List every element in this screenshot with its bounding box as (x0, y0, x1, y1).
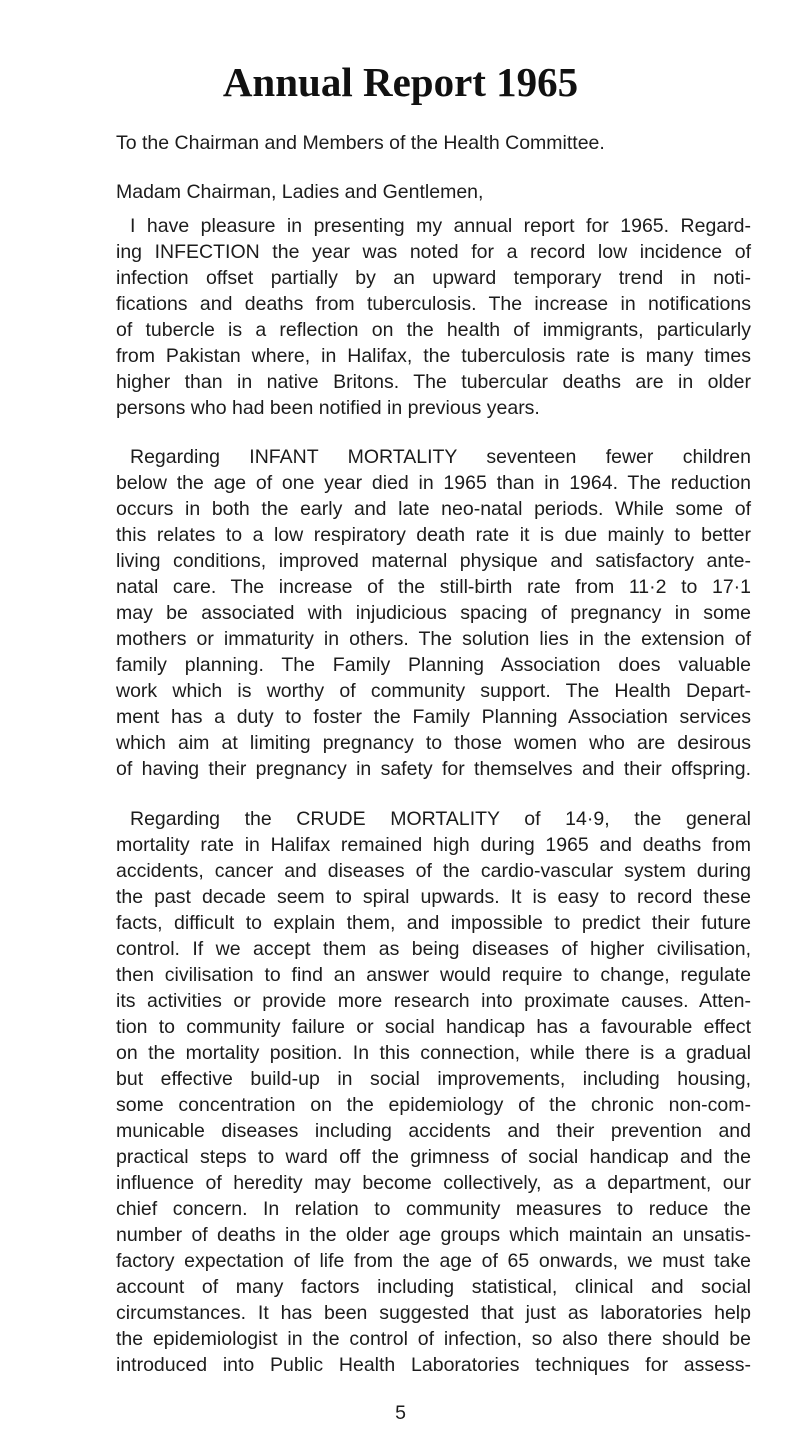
text-line: account of many factors including statistical, clinical and social (116, 1276, 751, 1298)
text-line: factory expectation of life from the age of 65 onwards, we must take (116, 1250, 751, 1272)
report-title: Annual Report 1965 (222, 59, 579, 105)
addressee-line: To the Chairman and Members of the Health Committee. (116, 132, 605, 154)
text-line: natal care. The increase of the still-birth rate from 11·2 to 17·1 (116, 576, 751, 598)
text-line: number of deaths in the older age groups which maintain an unsatis- (116, 1224, 751, 1246)
text-line: some concentration on the epidemiology of the chronic non-com- (116, 1094, 751, 1116)
text-line: of tubercle is a reflection on the health of immigrants, particularly (116, 319, 751, 341)
text-line: higher than in native Britons. The tubercular deaths are in older (116, 371, 751, 393)
text-line: below the age of one year died in 1965 than in 1964. The reduction (116, 472, 751, 494)
text-line: then civilisation to find an answer would require to change, regulate (116, 964, 751, 986)
text-line: persons who had been notified in previous years. (116, 397, 540, 419)
salutation-line: Madam Chairman, Ladies and Gentlemen, (116, 181, 484, 203)
text-line: family planning. The Family Planning Association does valuable (116, 654, 751, 676)
text-line: which aim at limiting pregnancy to those women who are desirous (116, 732, 751, 754)
text-line: Regarding the CRUDE MORTALITY of 14·9, the general (130, 808, 751, 830)
text-line: fications and deaths from tuberculosis. The increase in notifications (116, 293, 751, 315)
text-line: influence of heredity may become collectively, as a department, our (116, 1172, 751, 1194)
text-line: work which is worthy of community support. The Health Depart- (116, 680, 751, 702)
text-line: tion to community failure or social handicap has a favourable effect (116, 1016, 751, 1038)
text-line: municable diseases including accidents and their prevention and (116, 1120, 751, 1142)
text-line: may be associated with injudicious spacing of pregnancy in some (116, 602, 751, 624)
text-line: ing INFECTION the year was noted for a record low incidence of (116, 241, 751, 263)
text-line: facts, difficult to explain them, and impossible to predict their future (116, 912, 751, 934)
text-line: chief concern. In relation to community measures to reduce the (116, 1198, 751, 1220)
text-line: accidents, cancer and diseases of the cardio-vascular system during (116, 860, 751, 882)
text-line: of having their pregnancy in safety for themselves and their offspring. (116, 758, 751, 780)
text-line: this relates to a low respiratory death rate it is due mainly to better (116, 524, 751, 546)
text-line: introduced into Public Health Laboratories techniques for assess- (116, 1354, 751, 1376)
text-line: occurs in both the early and late neo-natal periods. While some of (116, 498, 751, 520)
text-line: practical steps to ward off the grimness of social handicap and the (116, 1146, 751, 1168)
text-line: infection offset partially by an upward temporary trend in noti- (116, 267, 751, 289)
text-line: control. If we accept them as being diseases of higher civilisation, (116, 938, 751, 960)
text-line: mothers or immaturity in others. The solution lies in the extension of (116, 628, 751, 650)
text-line: Regarding INFANT MORTALITY seventeen fewer children (130, 446, 751, 468)
text-line: the past decade seem to spiral upwards. It is easy to record these (116, 886, 751, 908)
text-line: the epidemiologist in the control of infection, so also there should be (116, 1328, 751, 1350)
text-line: living conditions, improved maternal physique and satisfactory ante- (116, 550, 751, 572)
text-line: but effective build-up in social improvements, including housing, (116, 1068, 751, 1090)
page-number: 5 (395, 1402, 406, 1424)
text-line: from Pakistan where, in Halifax, the tuberculosis rate is many times (116, 345, 751, 367)
text-line: circumstances. It has been suggested that just as laboratories help (116, 1302, 751, 1324)
text-line: on the mortality position. In this connection, while there is a gradual (116, 1042, 751, 1064)
text-line: its activities or provide more research into proximate causes. Atten- (116, 990, 751, 1012)
text-line: mortality rate in Halifax remained high during 1965 and deaths from (116, 834, 751, 856)
text-line: I have pleasure in presenting my annual report for 1965. Regard- (130, 215, 751, 237)
text-line: ment has a duty to foster the Family Planning Association services (116, 706, 751, 728)
